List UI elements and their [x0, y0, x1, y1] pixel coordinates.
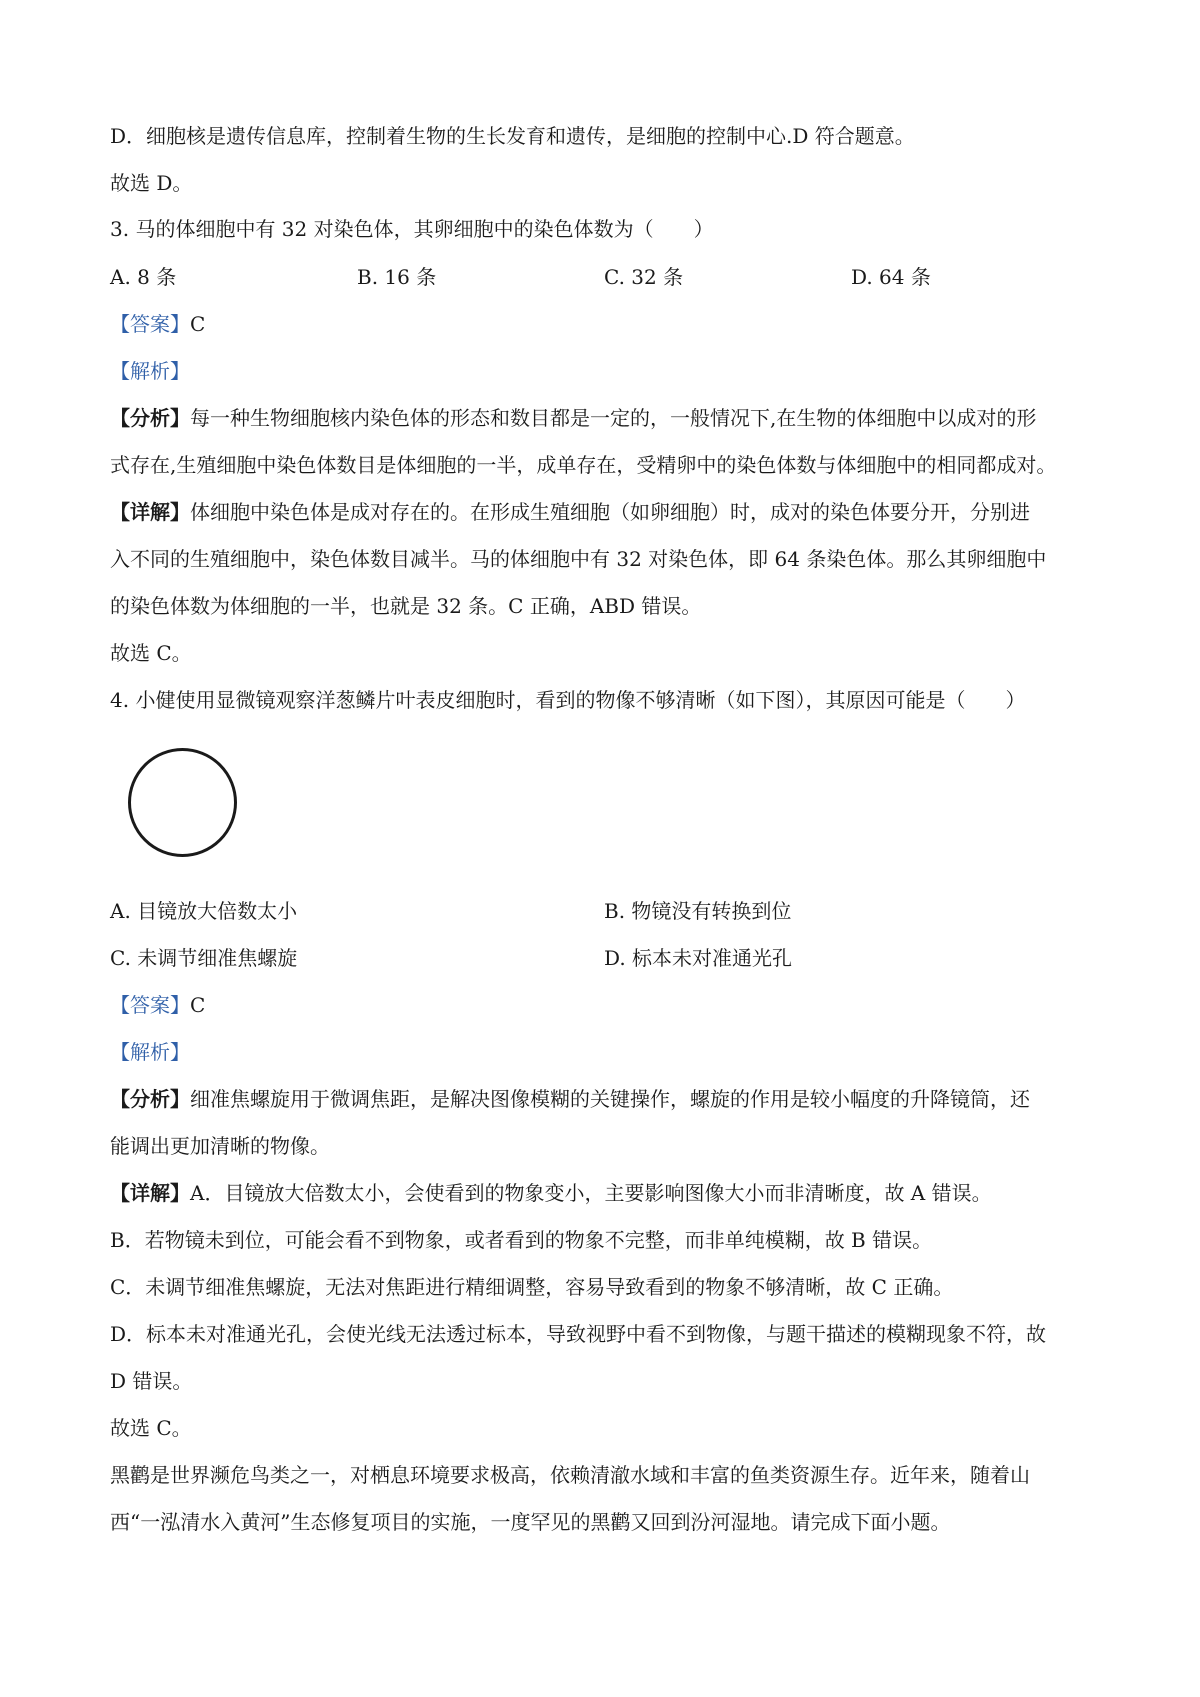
- q3-fenxi-line2: 式存在,生殖细胞中染色体数目是体细胞的一半，成单存在，受精卵中的染色体数与体细胞中的相同都成对。: [110, 453, 1057, 477]
- q3-xiangjie-line3: 的染色体数为体细胞的一半，也就是 32 条。C 正确，ABD 错误。: [110, 594, 702, 618]
- fenxi-text: 细准焦螺旋用于微调焦距，是解决图像模糊的关键操作，螺旋的作用是较小幅度的升降镜筒，还: [190, 1087, 1030, 1111]
- fenxi-text: 每一种生物细胞核内染色体的形态和数目都是一定的，一般情况下,在生物的体细胞中以成对的形: [190, 406, 1037, 430]
- q4-option-d: D. 标本未对准通光孔: [604, 946, 793, 970]
- q3-xiangjie-line1: [110, 498, 1030, 526]
- q3-option-a: A. 8 条: [110, 265, 177, 289]
- q4-fenxi-line2: 能调出更加清晰的物像。: [110, 1134, 330, 1158]
- q3-option-c: C. 32 条: [604, 265, 684, 289]
- fenxi-tag: 【分析】: [110, 406, 190, 430]
- q2-option-d-explanation: D．细胞核是遗传信息库，控制着生物的生长发育和遗传，是细胞的控制中心.D 符合题意。: [110, 124, 915, 148]
- answer-value: C: [190, 993, 206, 1017]
- microscope-view-figure: [125, 745, 240, 860]
- q4-option-a: A. 目镜放大倍数太小: [110, 899, 298, 923]
- q3-fenxi-line1: [110, 404, 1036, 432]
- q3-xiangjie-line2: 入不同的生殖细胞中，染色体数目减半。马的体细胞中有 32 对染色体，即 64 条染色体。那么其卵细胞中: [110, 547, 1047, 571]
- q3-answer: [110, 310, 205, 338]
- q4-xiangjie-d-line1: D．标本未对准通光孔，会使光线无法透过标本，导致视野中看不到物像，与题干描述的模糊现象不符，故: [110, 1322, 1047, 1346]
- xiangjie-tag: 【详解】: [110, 500, 190, 524]
- q3-conclusion: 故选 C。: [110, 641, 192, 665]
- answer-tag: 【答案】: [110, 312, 190, 336]
- field-of-view-circle: [130, 750, 236, 856]
- answer-value: C: [190, 312, 206, 336]
- q4-option-c: C. 未调节细准焦螺旋: [110, 946, 298, 970]
- q2-conclusion: 故选 D。: [110, 171, 193, 195]
- passage-line2: 西“一泓清水入黄河”生态修复项目的实施，一度罕见的黑鹳又回到汾河湿地。请完成下面小题。: [110, 1510, 951, 1534]
- q3-stem: 3. 马的体细胞中有 32 对染色体，其卵细胞中的染色体数为（ ）: [110, 217, 714, 241]
- q4-xiangjie-c: C．未调节细准焦螺旋，无法对焦距进行精细调整，容易导致看到的物象不够清晰，故 C 正确。: [110, 1275, 954, 1299]
- passage-line1: 黑鹳是世界濒危鸟类之一，对栖息环境要求极高，依赖清澈水域和丰富的鱼类资源生存。近年来，随着山: [110, 1463, 1030, 1487]
- q3-analysis-heading: [110, 357, 190, 385]
- fenxi-tag: 【分析】: [110, 1087, 190, 1111]
- q4-xiangjie-a: [110, 1179, 992, 1207]
- answer-tag: 【答案】: [110, 993, 190, 1017]
- xiangjie-tag: 【详解】: [110, 1181, 190, 1205]
- q4-option-b: B. 物镜没有转换到位: [604, 899, 792, 923]
- xiangjie-text: A．目镜放大倍数太小，会使看到的物象变小，主要影响图像大小而非清晰度，故 A 错误。: [190, 1181, 992, 1205]
- q3-option-b: B. 16 条: [357, 265, 437, 289]
- q4-fenxi-line1: [110, 1085, 1030, 1113]
- q4-xiangjie-d-line2: D 错误。: [110, 1369, 193, 1393]
- q4-answer: [110, 991, 205, 1019]
- q4-xiangjie-b: B．若物镜未到位，可能会看不到物象，或者看到的物象不完整，而非单纯模糊，故 B 错误。: [110, 1228, 933, 1252]
- q4-analysis-heading: [110, 1038, 190, 1066]
- xiangjie-text: 体细胞中染色体是成对存在的。在形成生殖细胞（如卵细胞）时，成对的染色体要分开，分别进: [190, 500, 1030, 524]
- q4-stem: 4. 小健使用显微镜观察洋葱鳞片叶表皮细胞时，看到的物像不够清晰（如下图），其原因可能是（ ）: [110, 688, 1026, 712]
- q4-conclusion: 故选 C。: [110, 1416, 192, 1440]
- analysis-tag: 【解析】: [110, 1040, 190, 1064]
- q3-option-d: D. 64 条: [851, 265, 931, 289]
- analysis-tag: 【解析】: [110, 359, 190, 383]
